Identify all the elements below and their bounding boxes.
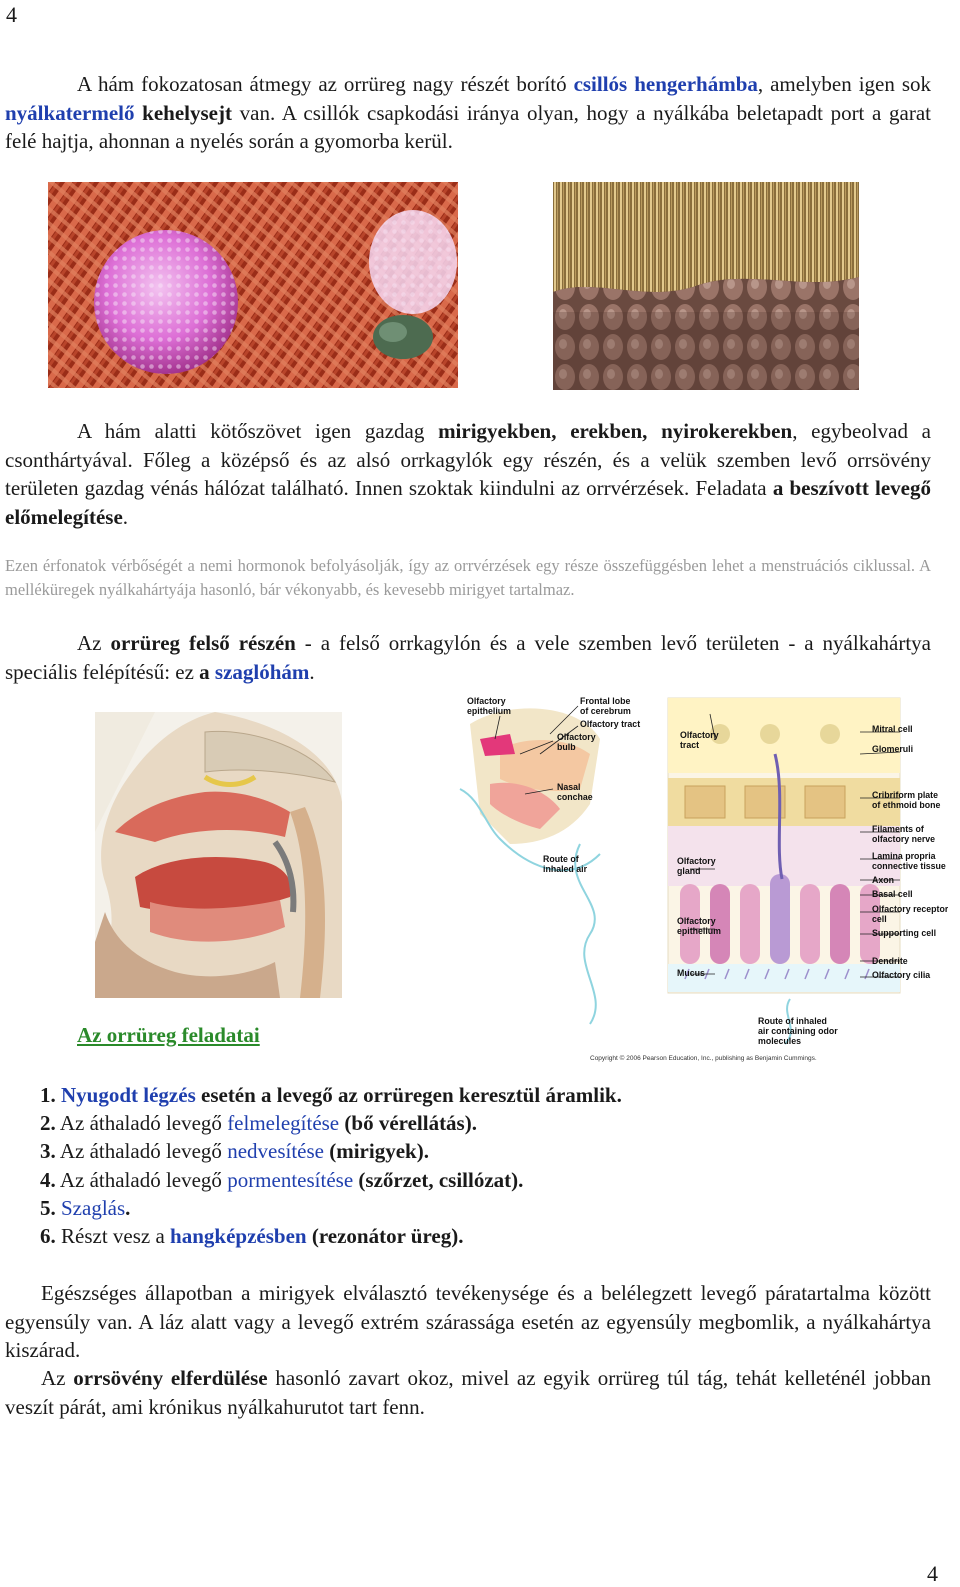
term-glands-vessels: mirigyekben, erekben, nyirokerekben xyxy=(438,419,793,443)
term-upper-part: orrüreg felső részén xyxy=(110,631,296,655)
page-number-top: 4 xyxy=(6,2,17,27)
paragraph-ciliated-epithelium: A hám fokozatosan átmegy az orrüreg nagy részét borító csillós hengerhámba, amelyben igen sok nyálkatermelő kehelysejt van. A csillók csapkodási iránya olyan, hogy a nyálkába beletapadt port a garat felé hajtja, ahonnan a nyelés során a gyomorba kerül. xyxy=(5,72,931,153)
paragraph-connective-tissue: A hám alatti kötőszövet igen gazdag mirigyekben, erekben, nyirokerekben, egybeolvad a csonthártyával. Főleg a középső és az alsó orrkagylók egy részén, és a velük szemben levő orrsövény területen gazdag vénás hálózat található. Innen szoktak kiindulni az orrvérzések. Feladata a beszívott levegő előmelegítése. xyxy=(5,419,931,529)
svg-text:Mucus: Mucus xyxy=(677,968,705,978)
svg-text:Route ofinhaled air: Route of inhaled air xyxy=(543,854,587,874)
term-deviated-septum: orrsövény elferdülése xyxy=(73,1366,268,1390)
svg-text:Olfactoryepithelium: Olfactory epithelium xyxy=(467,696,511,716)
svg-text:Cribriform plateof ethmoid bon: Cribriform plate of ethmoid bone xyxy=(872,790,941,810)
svg-text:Lamina propriaconnective tissu: Lamina propria connective tissue xyxy=(872,851,946,871)
page-number-bottom: 4 xyxy=(927,1561,938,1586)
svg-text:Olfactory tract: Olfactory tract xyxy=(580,719,641,729)
svg-text:Olfactorybulb: Olfactory bulb xyxy=(557,732,596,752)
paragraph-balance: Egészséges állapotban a mirigyek elválasztó tevékenysége és a belélegzett levegő páratartalma között egyensúly van. A láz alatt vagy a levegő extrém szárassága esetén az egyensúly megbomlik, a nyálkahártya kiszárad. xyxy=(5,1281,931,1362)
sem-cilia-border-image xyxy=(553,182,859,390)
olfactory-anatomy-diagram xyxy=(440,694,948,1064)
list-item: 4. Az áthaladó levegő pormentesítése (szőrzet, csillózat). xyxy=(40,1167,524,1192)
svg-text:Olfactory receptorcell: Olfactory receptor cell xyxy=(872,904,948,924)
svg-text:Glomeruli: Glomeruli xyxy=(872,744,914,754)
svg-text:Mitral cell: Mitral cell xyxy=(872,724,913,734)
svg-text:Supporting cell: Supporting cell xyxy=(872,928,937,938)
head-sagittal-section-image xyxy=(95,712,342,998)
list-item: 1. Nyugodt légzés esetén a levegő az orrüregen keresztül áramlik. xyxy=(40,1083,622,1107)
sem-ciliated-image xyxy=(48,182,458,388)
svg-text:Nasalconchae: Nasal conchae xyxy=(557,782,593,802)
term-goblet-cell: kehelysejt xyxy=(142,100,232,125)
paragraph-olfactory-region: Az orrüreg felső részén - a felső orrkagylón és a vele szemben levő területen - a nyálkahártya speciális felépítésű: ez a szaglóhám. xyxy=(5,631,931,684)
svg-text:Olfactoryepithelium: Olfactory epithelium xyxy=(677,916,721,936)
svg-text:Dendrite: Dendrite xyxy=(872,956,908,966)
list-item: 3. Az áthaladó levegő nedvesítése (mirigyek). xyxy=(40,1139,429,1164)
term-mucus-producing: nyálkatermelő xyxy=(5,100,135,125)
svg-text:Olfactorytract: Olfactory tract xyxy=(680,730,719,750)
list-item: 2. Az áthaladó levegő felmelegítése (bő vérellátás). xyxy=(40,1111,477,1136)
term-olfactory-epithelium: szaglóhám xyxy=(214,659,310,684)
term-prewarming: a beszívott levegő előmelegítése xyxy=(5,476,931,529)
svg-text:Filaments ofolfactory nerve: Filaments of olfactory nerve xyxy=(872,824,936,844)
svg-text:Frontal lobeof cerebrum: Frontal lobe of cerebrum xyxy=(580,696,631,716)
paragraph-septum: Az orrsövény elferdülése hasonló zavart okoz, mivel az egyik orrüreg túl tág, tehát kelleténél jobban veszít párát, ami krónikus nyálkahurutot tart fenn. xyxy=(5,1366,931,1419)
list-item: 6. Részt vesz a hangképzésben (rezonátor üreg). xyxy=(40,1224,464,1249)
svg-text:Axon: Axon xyxy=(872,875,894,885)
section-heading-link[interactable]: Az orrüreg feladatai xyxy=(77,1023,260,1047)
svg-text:Route of inhaledair containing: Route of inhaled air containing odor molecules xyxy=(758,1016,838,1046)
svg-text:Olfactory cilia: Olfactory cilia xyxy=(872,970,931,980)
svg-text:Basal cell: Basal cell xyxy=(872,889,913,899)
term-ciliated: csillós hengerhámba xyxy=(573,72,758,96)
functions-list xyxy=(40,1081,622,1250)
svg-text:Copyright © 2006 Pearson Educa: Copyright © 2006 Pearson Education, Inc., publishing as Benjamin Cummings. xyxy=(590,1055,817,1062)
svg-text:Olfactorygland: Olfactory gland xyxy=(677,856,716,876)
list-item: 5. Szaglás. xyxy=(40,1195,131,1220)
paragraph-hormones-note: Ezen érfonatok vérbőségét a nemi hormonok befolyásolják, így az orrvérzések egy része összefüggésben lehet a menstruációs ciklussal. A melléküregek nyálkahártyája hasonló, bár vékonyabb, és kevesebb mirigyet tartalmaz. xyxy=(5,556,931,599)
